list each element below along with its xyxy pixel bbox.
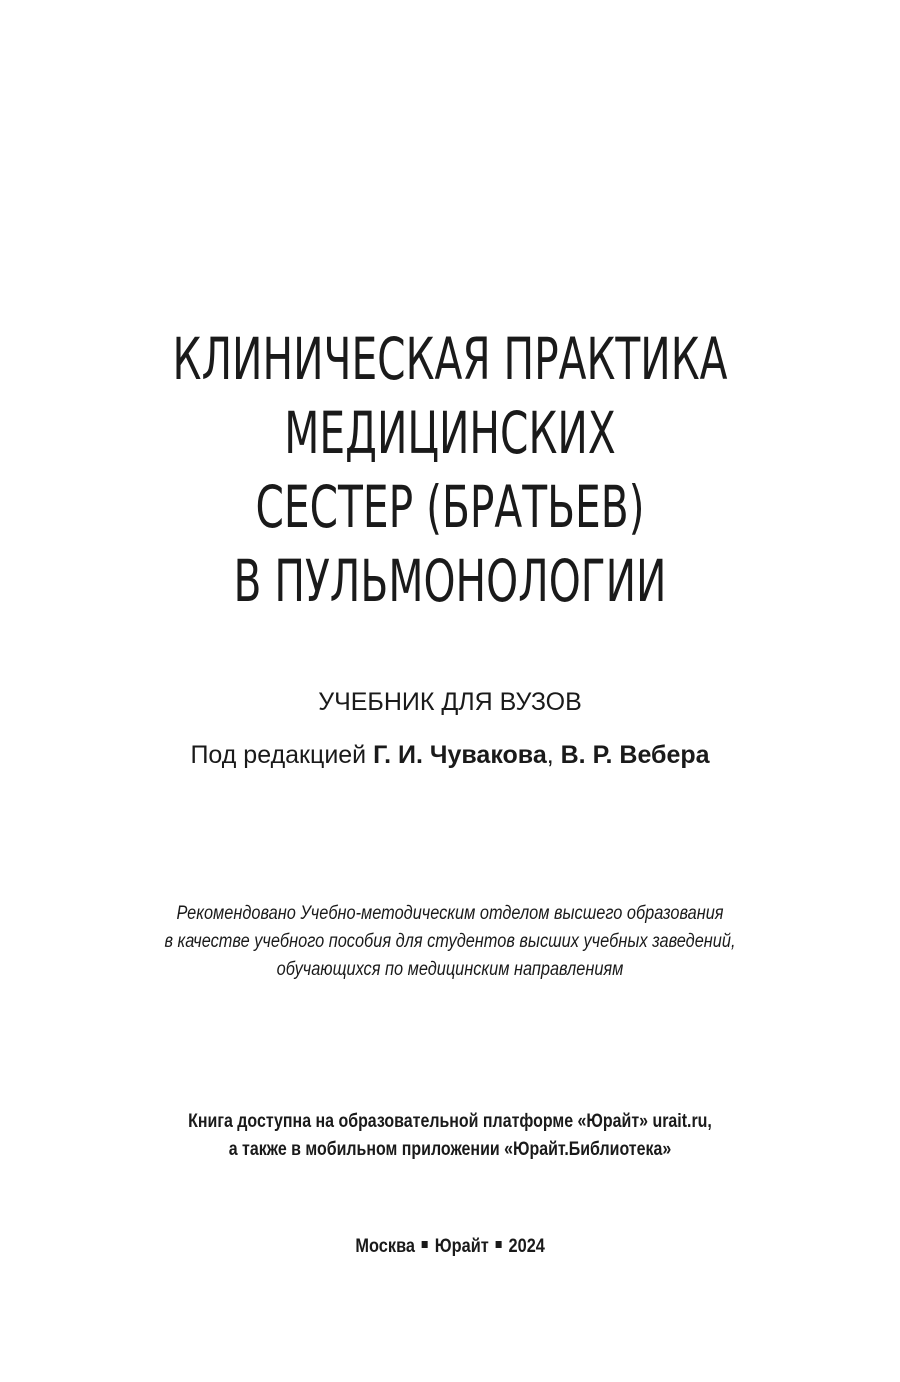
recommendation-line: обучающихся по медицинским направлениям (276, 959, 624, 980)
recommendation-line: в качестве учебного пособия для студентов высших учебных заведений, (164, 931, 736, 952)
imprint-line (0, 1233, 900, 1261)
book-title-line: МЕДИЦИНСКИХ (284, 399, 616, 467)
book-title (0, 322, 900, 618)
editors-line (0, 738, 900, 772)
book-subtitle: УЧЕБНИК ДЛЯ ВУЗОВ (318, 688, 582, 716)
editors-separator: , (546, 741, 561, 769)
editors-prefix: Под редакцией (190, 741, 374, 769)
square-separator-icon (495, 1241, 501, 1248)
platform-note-line: Книга доступна на образовательной платформе «Юрайт» urait.ru, (188, 1111, 712, 1132)
editor-name: Г. И. Чувакова (373, 741, 547, 769)
platform-note-line: а также в мобильном приложении «Юрайт.Библиотека» (228, 1139, 672, 1160)
platform-availability-note (0, 1108, 900, 1164)
recommendation-line: Рекомендовано Учебно-методическим отделом высшего образования (176, 903, 724, 924)
recommendation-text (0, 900, 900, 984)
book-title-line: В ПУЛЬМОНОЛОГИИ (233, 547, 667, 615)
square-separator-icon (422, 1241, 428, 1248)
imprint-publisher: Юрайт (434, 1236, 489, 1257)
imprint-year: 2024 (508, 1236, 545, 1257)
editor-name: В. Р. Вебера (560, 741, 710, 769)
book-title-line: КЛИНИЧЕСКАЯ ПРАКТИКА (172, 325, 728, 393)
imprint-city: Москва (355, 1236, 415, 1257)
book-title-line: СЕСТЕР (БРАТЬЕВ) (255, 473, 645, 541)
